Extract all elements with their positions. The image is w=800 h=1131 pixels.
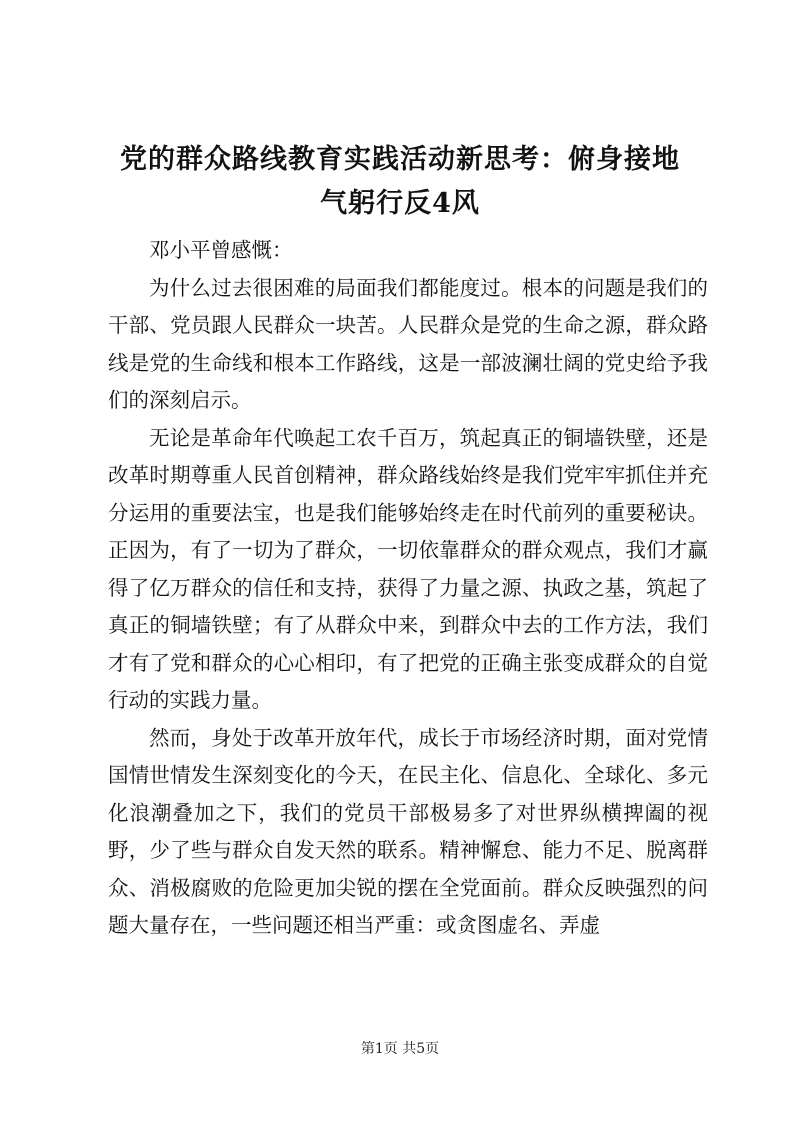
document-body <box>108 232 708 945</box>
document-title <box>100 138 700 226</box>
page-footer: 第1页 共5页 <box>360 1041 440 1057</box>
paragraph-2: 为什么过去很困难的局面我们都能度过。根本的问题是我们的干部、党员跟人民群众一块苦。人民群众是党的生命之源，群众路线是党的生命线和根本工作路线，这是一部波澜壮阔的党史给予我们的深刻启示。 <box>108 275 708 412</box>
title-line-1: 党的群众路线教育实践活动新思考：俯身接地 <box>120 144 680 175</box>
paragraph-1: 邓小平曾感慨： <box>149 238 293 262</box>
paragraph-3: 无论是革命年代唤起工农千百万，筑起真正的铜墙铁壁，还是改革时期尊重人民首创精神，群众路线始终是我们党牢牢抓住并充分运用的重要法宝，也是我们能够始终走在时代前列的重要秘诀。正因为，有了一切为了群众，一切依靠群众的群众观点，我们才赢得了亿万群众的信任和支持，获得了力量之源、执政之基，筑起了真正的铜墙铁壁；有了从群众中来，到群众中去的工作方法，我们才有了党和群众的心心相印，有了把党的正确主张变成群众的自觉行动的实践力量。 <box>108 425 708 712</box>
paragraph-4: 然而，身处于改革开放年代，成长于市场经济时期，面对党情国情世情发生深刻变化的今天，在民主化、信息化、全球化、多元化浪潮叠加之下，我们的党员干部极易多了对世界纵横捭阖的视野，少了些与群众自发天然的联系。精神懈怠、能力不足、脱离群众、消极腐败的危险更加尖锐的摆在全党面前。群众反映强烈的问题大量存在，一些问题还相当严重：或贪图虚名、弄虚 <box>108 725 708 937</box>
title-line-2: 气躬行反4风 <box>320 188 480 219</box>
